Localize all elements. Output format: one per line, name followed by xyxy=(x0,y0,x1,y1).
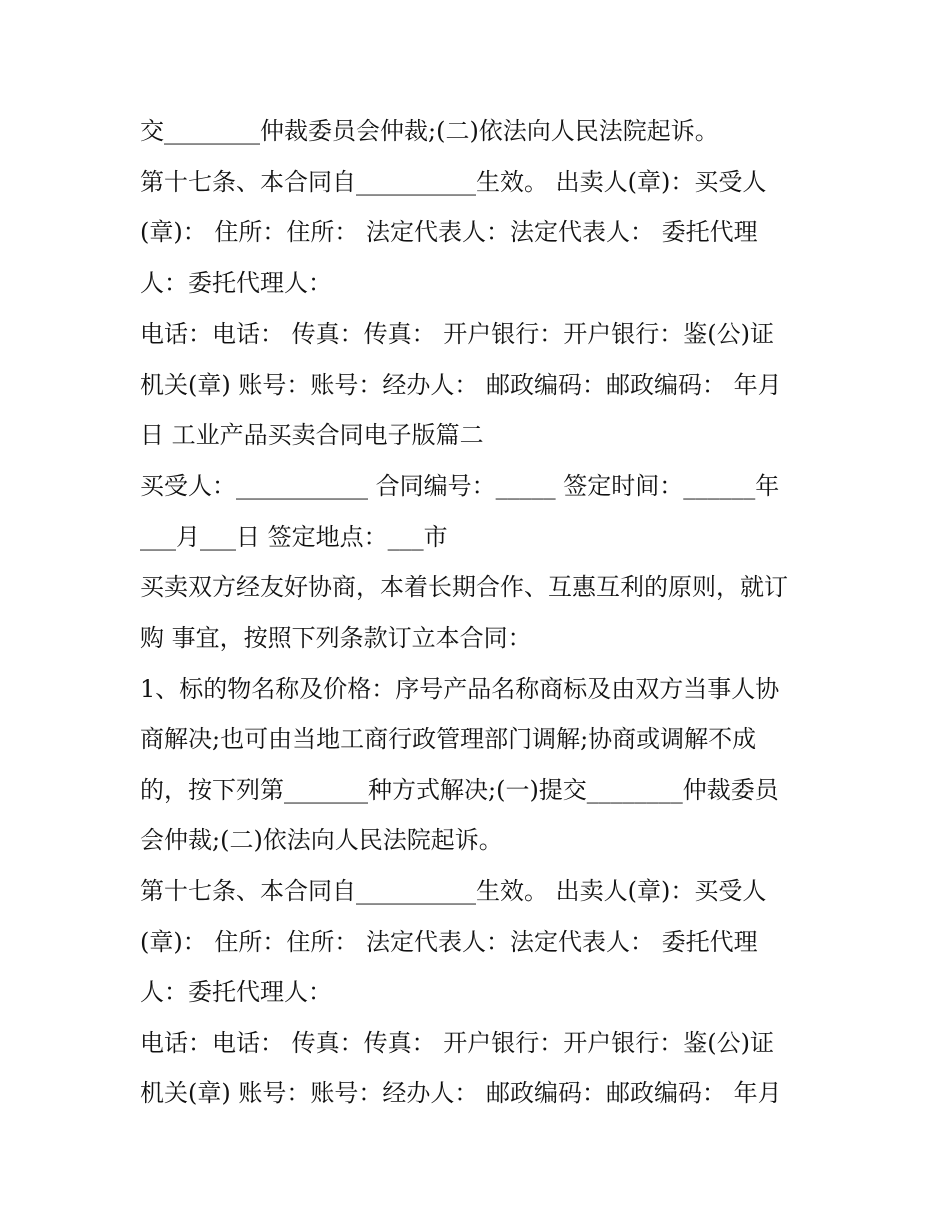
text-line: 的，按下列第_______种方式解决;(一)提交________仲裁委员 xyxy=(140,776,779,804)
text-line: ___月___日 签定地点：___市 xyxy=(140,523,448,551)
text-line: 机关(章) 账号：账号：经办人： 邮政编码：邮政编码： 年月 xyxy=(140,371,782,399)
text-line: 电话：电话： 传真：传真： 开户银行：开户银行：鉴(公)证 xyxy=(140,1029,774,1057)
text-line: 买受人：___________ 合同编号：_____ 签定时间：______年 xyxy=(140,472,780,500)
text-line: (章)： 住所：住所： 法定代表人：法定代表人： 委托代理 xyxy=(140,928,758,956)
text-line: 人：委托代理人： xyxy=(140,978,332,1006)
text-line: 人：委托代理人： xyxy=(140,269,332,297)
text-line: 购 事宜，按照下列条款订立本合同： xyxy=(140,624,532,652)
text-line: 交________仲裁委员会仲裁;(二)依法向人民法院起诉。 xyxy=(140,117,719,145)
text-line: 买卖双方经友好协商，本着长期合作、互惠互利的原则，就订 xyxy=(140,573,788,601)
text-line: 电话：电话： 传真：传真： 开户银行：开户银行：鉴(公)证 xyxy=(140,320,774,348)
text-line: 机关(章) 账号：账号：经办人： 邮政编码：邮政编码： 年月 xyxy=(140,1079,782,1107)
text-line: (章)： 住所：住所： 法定代表人：法定代表人： 委托代理 xyxy=(140,218,758,246)
text-line: 会仲裁;(二)依法向人民法院起诉。 xyxy=(140,826,503,854)
text-line: 日 工业产品买卖合同电子版篇二 xyxy=(140,421,484,449)
text-line: 1、标的物名称及价格：序号产品名称商标及由双方当事人协 xyxy=(140,675,780,703)
text-line: 商解决;也可由当地工商行政管理部门调解;协商或调解不成 xyxy=(140,725,757,753)
text-line: 第十七条、本合同自__________生效。 出卖人(章)：买受人 xyxy=(140,168,767,196)
text-line: 第十七条、本合同自__________生效。 出卖人(章)：买受人 xyxy=(140,877,767,905)
